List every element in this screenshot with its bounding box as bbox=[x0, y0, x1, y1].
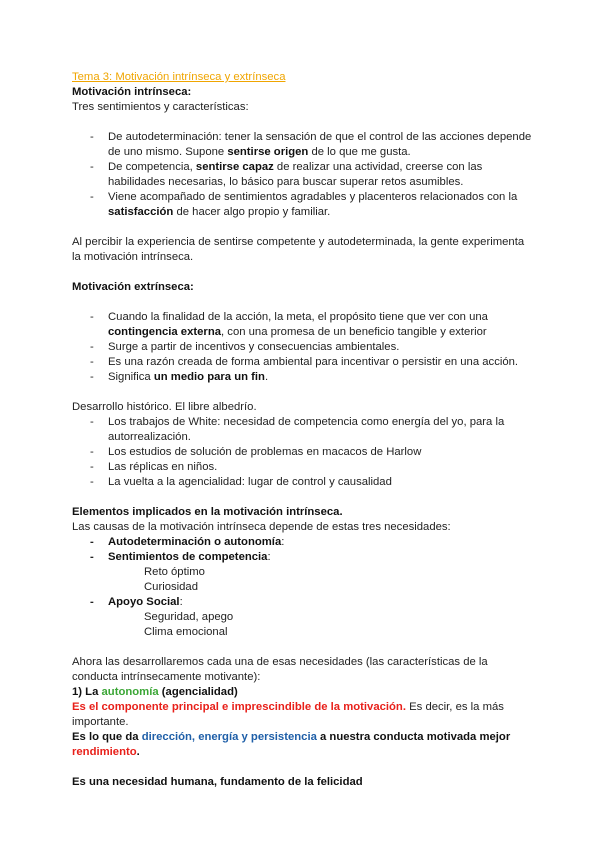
elements-intro: Las causas de la motivación intrínseca depende de estas tres necesidades: bbox=[72, 521, 451, 533]
document-title: Tema 3: Motivación intrínseca y extrínseca bbox=[72, 71, 286, 83]
list-item: - Los trabajos de White: necesidad de competencia como energía del yo, para la autorrealización. bbox=[72, 415, 532, 445]
autonomy-line-2: Es lo que da dirección, energía y persistencia a nuestra conducta motivada mejor rendimiento. bbox=[72, 731, 511, 758]
intrinsic-list bbox=[72, 130, 532, 220]
needs-list bbox=[72, 535, 532, 565]
sub-item: Clima emocional bbox=[144, 626, 228, 638]
autonomy-line-1: Es el componente principal e imprescindible de la motivación. Es decir, es la más importante. bbox=[72, 701, 504, 728]
closing-statement: Es una necesidad humana, fundamento de la felicidad bbox=[72, 776, 363, 788]
extrinsic-list bbox=[72, 310, 532, 385]
document-body bbox=[72, 70, 532, 790]
list-item: - Surge a partir de incentivos y consecuencias ambientales. bbox=[72, 340, 532, 355]
list-item: - Las réplicas en niños. bbox=[72, 460, 532, 475]
history-list bbox=[72, 415, 532, 490]
sub-item: Reto óptimo bbox=[144, 566, 205, 578]
need-social-support: - Apoyo Social: bbox=[72, 595, 532, 610]
elements-heading: Elementos implicados en la motivación intrínseca. bbox=[72, 506, 343, 518]
list-item: - De competencia, sentirse capaz de realizar una actividad, creerse con las habilidades necesarias, lo básico para buscar superar retos asumibles. bbox=[72, 160, 532, 190]
sub-item: Seguridad, apego bbox=[144, 611, 234, 623]
development-intro: Ahora las desarrollaremos cada una de esas necesidades (las características de la conducta intrínsecamente motivante): bbox=[72, 656, 488, 683]
needs-list-cont bbox=[72, 595, 532, 610]
list-item: - Los estudios de solución de problemas en macacos de Harlow bbox=[72, 445, 532, 460]
sub-item: Curiosidad bbox=[144, 581, 199, 593]
need-autonomy: - Autodeterminación o autonomía: bbox=[72, 535, 532, 550]
list-item: - Cuando la finalidad de la acción, la meta, el propósito tiene que ver con una contingencia externa, con una promesa de un beneficio tangible y exterior bbox=[72, 310, 532, 340]
list-item: - La vuelta a la agencialidad: lugar de control y causalidad bbox=[72, 475, 532, 490]
intrinsic-heading: Motivación intrínseca: bbox=[72, 86, 192, 98]
need-competence: - Sentimientos de competencia: bbox=[72, 550, 532, 565]
list-item: - Es una razón creada de forma ambiental para incentivar o persistir en una acción. bbox=[72, 355, 532, 370]
list-item: - De autodeterminación: tener la sensación de que el control de las acciones depende de uno mismo. Supone sentirse origen de lo que me gusta. bbox=[72, 130, 532, 160]
intrinsic-intro: Tres sentimientos y características: bbox=[72, 101, 249, 113]
list-item: - Significa un medio para un fin. bbox=[72, 370, 532, 385]
list-item: - Viene acompañado de sentimientos agradables y placenteros relacionados con la satisfacción de hacer algo propio y familiar. bbox=[72, 190, 532, 220]
extrinsic-heading: Motivación extrínseca: bbox=[72, 281, 194, 293]
autonomy-heading: 1) La autonomía (agencialidad) bbox=[72, 686, 238, 698]
intrinsic-conclusion: Al percibir la experiencia de sentirse competente y autodeterminada, la gente experimenta la motivación intrínseca. bbox=[72, 236, 525, 263]
history-heading: Desarrollo histórico. El libre albedrío. bbox=[72, 401, 257, 413]
